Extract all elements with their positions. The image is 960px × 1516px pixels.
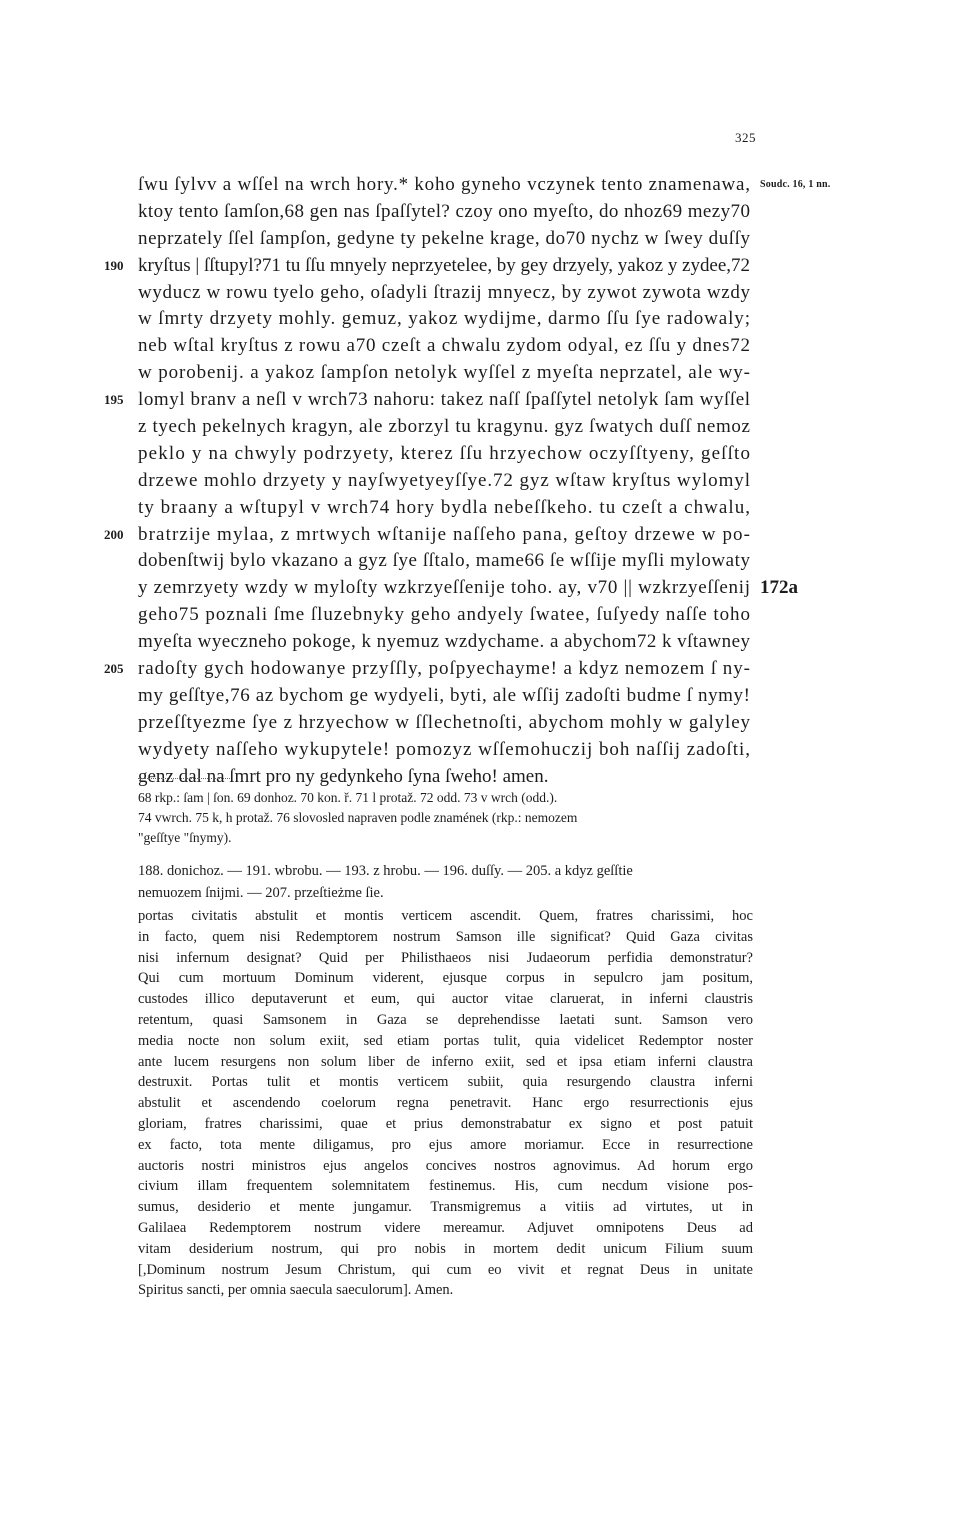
line-number: 205 bbox=[104, 661, 124, 677]
latin-line: gloriam, fratres charissimi, quae et prius demonstrabatur ex signo et post patuit bbox=[138, 1115, 753, 1132]
latin-line: ante lucem resurgens non solum liber de inferno exiit, sed et ipsa etiam inferni claustra bbox=[138, 1053, 753, 1070]
line-text: ktoy tento ſamſon,68 gen nas ſpaſſytel? czoy ono myeſto, do nhoz69 mezy70 bbox=[138, 200, 751, 222]
text-line bbox=[138, 737, 750, 764]
line-text: dobenſtwij bylo vkazano a gyz ſye ſſtalo, mame66 ſe wſſije myſli mylowaty bbox=[138, 550, 751, 572]
text-line bbox=[138, 414, 750, 441]
line-text: peklo y na chwyly podrzyety, kterez ſſu hrzyechow oczyſſtyeny, geſſto bbox=[138, 442, 752, 464]
text-line bbox=[138, 575, 798, 602]
text-line bbox=[138, 495, 750, 522]
latin-line: Spiritus sancti, per omnia saecula saeculorum]. Amen. bbox=[138, 1282, 454, 1299]
text-line bbox=[138, 333, 750, 360]
line-text: w porobenij. a yakoz ſampſon netolyk wyſſel z myeſta neprzatel, ale wy- bbox=[138, 362, 751, 384]
line-text: wyducz w rowu tyelo geho, oſadyli ſtrazij mnyecz, by zywot zywota wzdy bbox=[138, 281, 751, 303]
line-text: neb wſtal kryſtus z rowu a70 czeſt a chwalu zydom odyal, ez ſſu y dnes72 bbox=[138, 335, 751, 357]
latin-line: sumus, desiderio et mente jungamur. Transmigremus a vitiis ad virtutes, ut in bbox=[138, 1199, 753, 1216]
latin-line: media nocte non solum exiit, sed etiam portas tulit, quia videlicet Redemptor noster bbox=[138, 1032, 753, 1049]
footnote-divider bbox=[138, 778, 230, 779]
line-text: radoſty gych hodowanye przyſſly, poſpyechayme! a kdyz nemozem ſ ny- bbox=[138, 658, 751, 680]
line-text: neprzately ſſel ſampſon, gedyne ty pekelne krage, do70 nychz w ſwey duſſy bbox=[138, 227, 751, 249]
line-text: lomyl branv a neſl v wrch73 nahoru: takez naſſ ſpaſſytel netolyk ſam wyſſel bbox=[138, 389, 751, 411]
line-number: 195 bbox=[104, 392, 124, 408]
footnote-line: "geſſtye "ſnymy). bbox=[138, 830, 232, 845]
text-line bbox=[138, 441, 750, 468]
latin-line: [,Dominum nostrum Jesum Christum, qui cum eo vivit et regnat Deus in unitate bbox=[138, 1261, 753, 1278]
text-line bbox=[138, 306, 750, 333]
line-text: z tyech pekelnych kragyn, ale zborzyl tu kragynu. gyz ſwatych duſſ nemoz bbox=[138, 416, 751, 438]
text-line bbox=[138, 199, 750, 226]
line-number: 200 bbox=[104, 526, 124, 542]
line-text: wydyety naſſeho wykupytele! pomozyz wſſemohuczij boh naſſij zadoſti, bbox=[138, 738, 751, 760]
latin-line: custodes illico deputaverunt et eum, qui auctor vitae claruerat, in inferni claustris bbox=[138, 991, 753, 1008]
text-line bbox=[138, 548, 750, 575]
latin-line: ex facto, tota mente diligamus, pro ejus amore moriamur. Ecce in resurrectione bbox=[138, 1136, 753, 1153]
text-line bbox=[104, 522, 752, 549]
text-line bbox=[138, 602, 750, 629]
latin-line: Qui cum mortuum Dominum viderent, ejusque corpus in sepulcro jam positum, bbox=[138, 970, 753, 987]
text-line bbox=[138, 360, 750, 387]
latin-line: retentum, quasi Samsonem in Gaza se deprehendisse laetati sunt. Samson vero bbox=[138, 1011, 753, 1028]
text-line bbox=[138, 710, 750, 737]
text-line bbox=[138, 226, 750, 253]
main-text bbox=[104, 172, 831, 790]
line-text: ty braany a wſtupyl v wrch74 hory bydla nebeſſkeho. tu czeſt a chwalu, bbox=[138, 496, 752, 518]
text-line bbox=[104, 656, 751, 683]
text-line bbox=[138, 280, 750, 307]
margin-reference: Soudc. 16, 1 nn. bbox=[760, 179, 831, 190]
latin-line: civium illam frequentem solemnitatem festinemus. His, cum necdum visione pos- bbox=[138, 1178, 753, 1195]
latin-line: nisi infernum designat? Quid per Philisthaeos nisi Judaeorum perfidia demonstratur? bbox=[138, 949, 753, 966]
latin-line: in facto, quem nisi Redemptorem nostrum Samson ille significat? Quid Gaza civitas bbox=[138, 928, 753, 945]
line-text: kryſtus | ſſtupyl?71 tu ſſu mnyely neprzyetelee, by gey drzyely, yakoz y zydee,72 bbox=[138, 254, 750, 276]
text-line bbox=[104, 387, 751, 414]
variant-line: 188. donichoz. — 191. wbrobu. — 193. z hrobu. — 196. duſſy. — 205. a kdyz geſſtie bbox=[138, 863, 633, 879]
line-text: geho75 poznali ſme ſluzebnyky geho andyely ſwatee, ſuſyedy naſſe toho bbox=[138, 604, 751, 626]
footnote-line: 68 rkp.: ſam | ſon. 69 donhoz. 70 kon. ř. 71 l protaž. 72 odd. 73 v wrch (odd.). bbox=[138, 790, 558, 805]
latin-text bbox=[138, 906, 753, 1301]
latin-line: destruxit. Portas tulit et montis verticem subiit, quia resurgendo claustra inferni bbox=[138, 1074, 753, 1091]
latin-line: abstulit et ascendendo coelorum regna penetravit. Hanc ergo resurrectionis ejus bbox=[138, 1095, 753, 1112]
line-text: przeſſtyezme ſye z hrzyechow w ſſlechetnoſti, abychom mohly w galyley bbox=[138, 711, 751, 733]
latin-line: auctoris nostri ministros ejus angelos concives nostros agnovimus. Ad horum ergo bbox=[138, 1157, 753, 1174]
text-line bbox=[104, 253, 750, 280]
latin-line: portas civitatis abstulit et montis verticem ascendit. Quem, fratres charissimi, hoc bbox=[138, 908, 753, 924]
variant-readings bbox=[138, 860, 750, 904]
text-line bbox=[138, 172, 831, 199]
footnotes bbox=[138, 788, 750, 848]
latin-line: vitam desiderium nostrum, qui pro nobis in mortem dedit unicum Filium suum bbox=[138, 1240, 753, 1257]
line-text: y zemrzyety wzdy w myloſty wzkrzyeſſenije toho. ay, v70 || wzkrzyeſſenij bbox=[138, 577, 751, 599]
page-number: 325 bbox=[735, 130, 756, 145]
line-text: drzewe mohlo drzyety y nayſwyetyeyſſye.72 gyz wſtaw kryſtus wylomyl bbox=[138, 469, 751, 491]
variant-line: nemuozem ſnijmi. — 207. przeſtieżme ſie. bbox=[138, 885, 384, 901]
line-number: 190 bbox=[104, 257, 124, 273]
line-text: bratrzije mylaa, z mrtwych wſtanije naſſeho pana, geſtoy drzewe w po- bbox=[138, 523, 752, 545]
line-text: myeſta wyeczneho pokoge, k nyemuz wzdychame. a abychom72 k vſtawney bbox=[138, 631, 751, 653]
line-text: ſwu ſylvv a wſſel na wrch hory.* koho gyneho vczynek tento znamenawa, bbox=[138, 174, 751, 195]
folio-marker: 172a bbox=[760, 577, 798, 599]
line-text: w ſmrty drzyety mohly. gemuz, yakoz wydijme, darmo ſſu ſye radowaly; bbox=[138, 308, 751, 330]
text-line bbox=[138, 629, 750, 656]
latin-line: Galilaea Redemptorem nostrum videre mereamur. Adjuvet omnipotens Deus ad bbox=[138, 1219, 753, 1236]
line-text: genz dal na ſmrt pro ny gedynkeho ſyna ſweho! amen. bbox=[138, 765, 549, 787]
text-line bbox=[138, 468, 750, 495]
footnote-line: 74 vwrch. 75 k, h protaž. 76 slovosled napraven podle znamének (rkp.: nemozem bbox=[138, 810, 578, 825]
line-text: my geſſtye,76 az bychom ge wydyeli, byti, ale wſſij zadoſti budme ſ nymy! bbox=[138, 684, 751, 706]
text-line bbox=[138, 683, 750, 710]
